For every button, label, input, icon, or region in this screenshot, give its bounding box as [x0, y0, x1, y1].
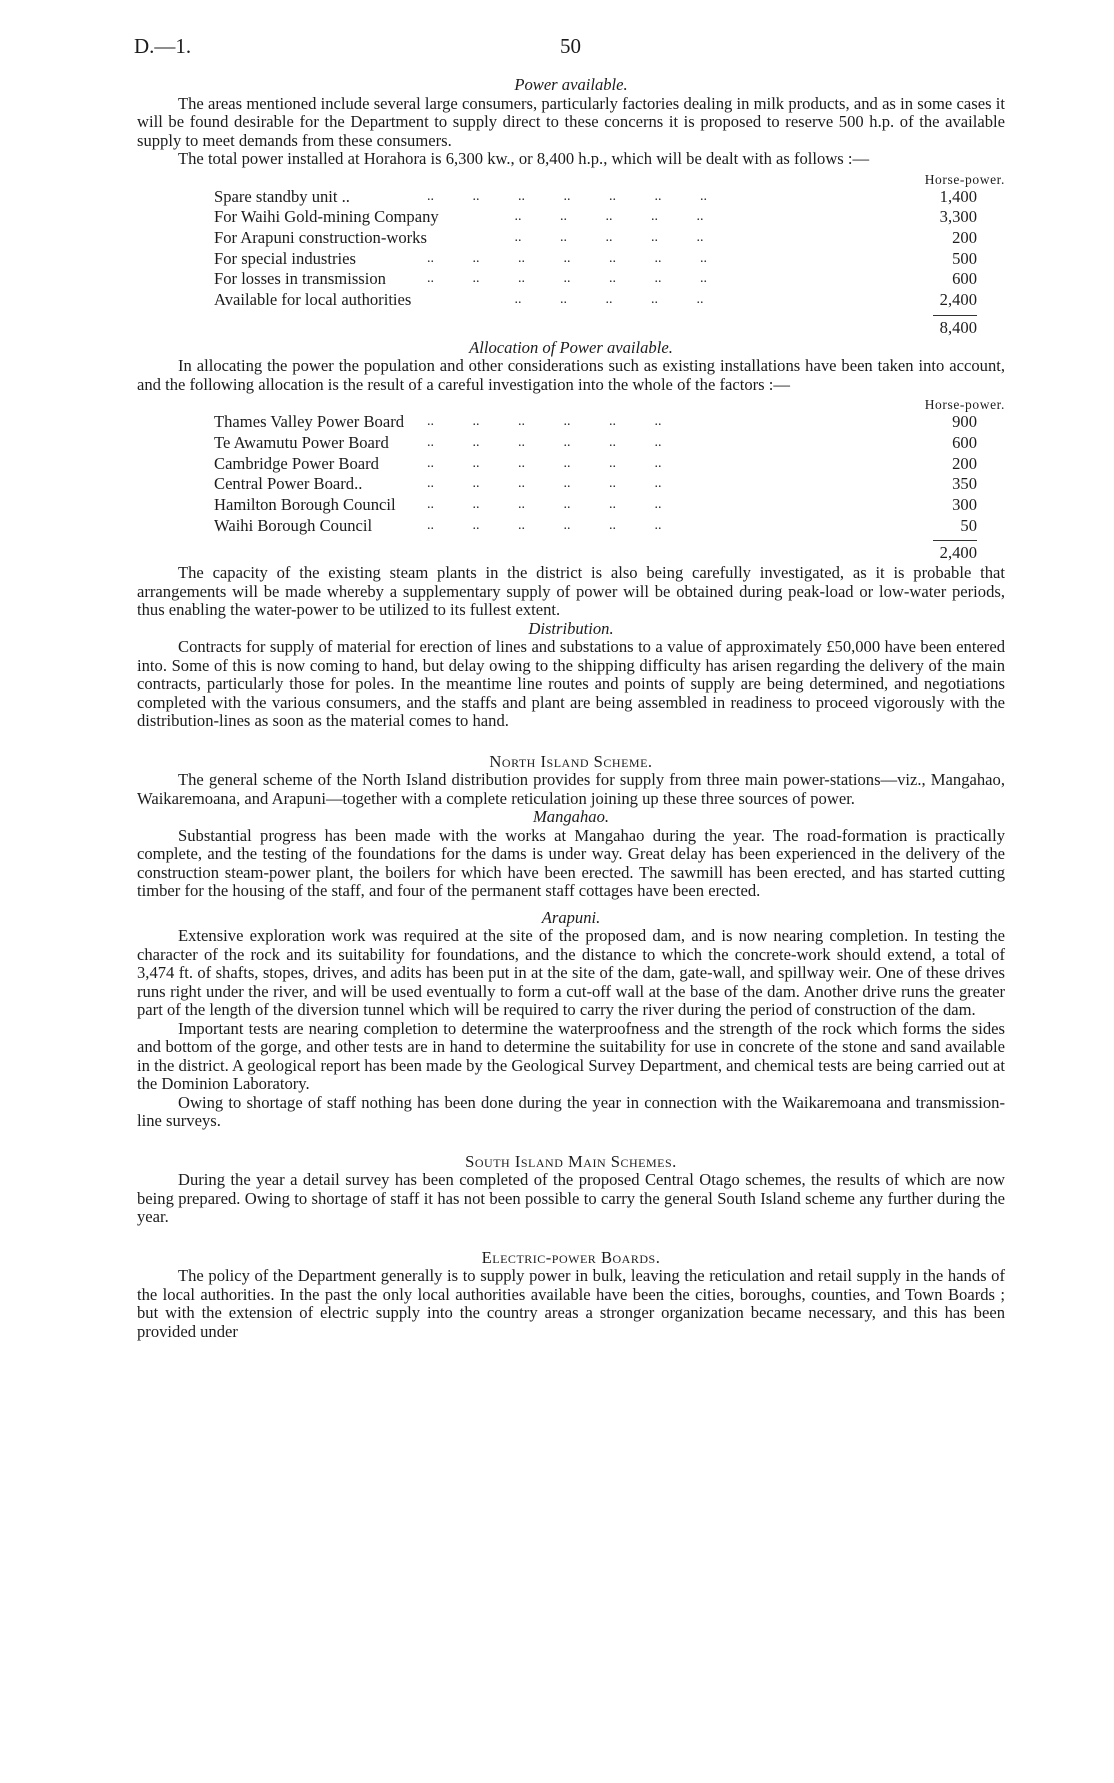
paragraph: Important tests are nearing completion to determine the waterproofness and the strength of the rock which forms the sides and bottom of the gorge, and other tests are in hand to determine the suitability for use in concrete of the stone and sand available in the district. A geological report has been made by the Geological Survey Department, and chemical tests are being carried out at the Dominion Laboratory.	[137, 1018, 1005, 1094]
document-reference: D.—1.	[134, 34, 192, 58]
paragraph: Extensive exploration work was required at the site of the proposed dam, and is now nearing completion. In testing the character of the rock and its suitability for foundations, and the distance to which the concrete-work should extend, a total of 3,474 ft. of shafts, stopes, drives, and adits has been put in at the site of the dam, gate-wall, and spillway weir. One of these drives runs right under the river, and will be used eventually to form a cut-off wall at the base of the dam. Another drive runs the greater part of the length of the diversion tunnel which will be required to carry the river during the period of construction of the dam.	[137, 926, 1005, 1020]
table-column-header: Horse-power.	[924, 397, 1005, 413]
paragraph: Owing to shortage of staff nothing has been done during the year in connection with the Waikaremoana and transmission-line surveys.	[137, 1092, 1005, 1131]
section-heading-allocation: Allocation of Power available.	[469, 337, 673, 357]
paragraph: The general scheme of the North Island distribution provides for supply from three main power-stations—viz., Mangahao, Waikaremoana, and Arapuni—together with a complete reticulation joining up these three sources of power.	[137, 770, 1005, 808]
table-row: Te Awamutu Power Board .. .. .. .. .. .. 600	[214, 432, 977, 452]
table-total: 8,400	[939, 317, 977, 337]
table-row: Hamilton Borough Council .. .. .. .. .. .. 300	[214, 494, 977, 514]
section-heading-power-available: Power available.	[514, 75, 628, 94]
horahora-power-table	[137, 169, 1005, 339]
section-heading-south-island: South Island Main Schemes.	[465, 1151, 677, 1171]
page-number: 50	[560, 34, 581, 58]
table-row: For special industries .. .. .. .. .. .. .. 500	[214, 248, 977, 268]
table-row: Thames Valley Power Board .. .. .. .. .. .. 900	[214, 412, 977, 432]
subheading-arapuni: Arapuni.	[541, 907, 601, 927]
paragraph: The areas mentioned include several large consumers, particularly factories dealing in milk products, and as in some cases it will be found desirable for the Department to supply direct to these concerns it is proposed to reserve 500 h.p. of the available supply to meet demands from these consumers.	[137, 93, 1005, 150]
allocation-power-table	[137, 394, 1005, 564]
table-row: For Arapuni construction-works .. .. .. .. .. 200	[214, 227, 977, 247]
table-row: Available for local authorities .. .. .. .. .. 2,400	[214, 289, 977, 309]
table-column-header: Horse-power.	[924, 171, 1005, 187]
section-heading-north-island: North Island Scheme.	[489, 751, 653, 771]
table-total: 2,400	[939, 543, 977, 563]
paragraph: The policy of the Department generally is to supply power in bulk, leaving the reticulation and retail supply in the hands of the local authorities. In the past the only local authorities available have been the cities, boroughs, counties, and Town Boards ; but with the extension of electric supply into the country areas a stronger organization became necessary, and this has been provided under	[137, 1266, 1005, 1341]
page-body	[137, 76, 1005, 1341]
table-row: Waihi Borough Council .. .. .. .. .. .. 50	[214, 515, 977, 535]
table-row: Central Power Board.. .. .. .. .. .. .. 350	[214, 474, 977, 494]
paragraph: During the year a detail survey has been completed of the proposed Central Otago schemes, the results of which are now being prepared. Owing to shortage of staff it has not been possible to carry the general South Island scheme any further during the year.	[137, 1170, 1005, 1227]
table-row: For losses in transmission .. .. .. .. .. .. .. 600	[214, 269, 977, 289]
paragraph: Contracts for supply of material for erection of lines and substations to a value of approximately £50,000 have been entered into. Some of this is now coming to hand, but delay owing to the shipping difficulty has arisen regarding the delivery of the main contracts, particularly those for poles. In the meantime line routes and points of supply are being determined, and negotiations completed with the various consumers, and the staffs and plant are being assembled in readiness to proceed vigorously with the distribution-lines as soon as the material comes to hand.	[137, 637, 1005, 731]
paragraph: The capacity of the existing steam plants in the district is also being carefully investigated, as it is probable that arrangements will be made whereby a supplementary supply of power will be obtained during peak-load or low-water periods, thus enabling the water-power to be utilized to its fullest extent.	[137, 563, 1005, 620]
table-row: Cambridge Power Board .. .. .. .. .. .. 200	[214, 453, 977, 473]
paragraph: The total power installed at Horahora is 6,300 kw., or 8,400 h.p., which will be dealt with as follows :—	[178, 149, 870, 168]
table-row: Spare standby unit .. .. .. .. .. .. .. .. 1,400	[214, 186, 977, 206]
section-heading-distribution: Distribution.	[528, 618, 614, 638]
table-row: For Waihi Gold-mining Company .. .. .. .. .. 3,300	[214, 207, 977, 227]
paragraph: Substantial progress has been made with the works at Mangahao during the year. The road-formation is practically complete, and the testing of the foundations for the dams is under way. Great delay has been experienced in the delivery of the construction steam-power plant, the boilers for which have been erected. The sawmill has been erected, and has started cutting timber for the housing of the staff, and four of the permanent staff cottages have been erected.	[137, 825, 1005, 901]
paragraph: In allocating the power the population and other considerations such as existing installations have been taken into account, and the following allocation is the result of a careful investigation into the whole of the factors :—	[137, 356, 1005, 394]
section-heading-electric-power-boards: Electric-power Boards.	[481, 1247, 661, 1267]
subheading-mangahao: Mangahao.	[532, 807, 610, 827]
